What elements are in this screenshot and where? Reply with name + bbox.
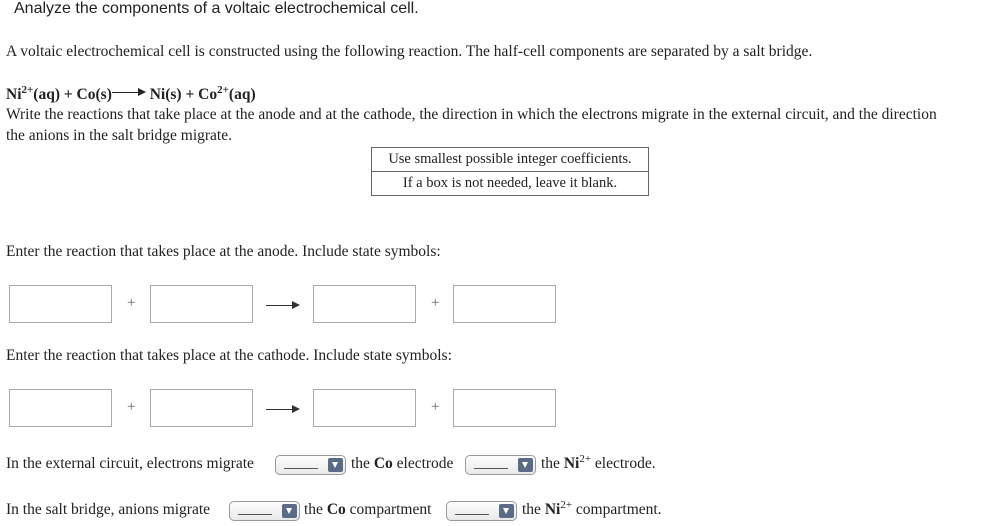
anode-product-2-input[interactable] xyxy=(453,285,556,323)
anode-product-1-input[interactable] xyxy=(313,285,416,323)
select-blank xyxy=(474,468,508,469)
anode-arrow-icon xyxy=(266,301,300,311)
chevron-down-icon[interactable] xyxy=(518,458,533,472)
cathode-product-1-input[interactable] xyxy=(313,389,416,427)
external-circuit-lead: In the external circuit, electrons migrate xyxy=(6,455,254,472)
cathode-reactant-2-input[interactable] xyxy=(150,389,253,427)
chevron-down-icon[interactable] xyxy=(328,458,343,472)
salt-co-label: the Co compartment xyxy=(304,501,432,518)
notes-table xyxy=(371,147,649,196)
reactant-ni-charge: 2+ xyxy=(21,84,34,96)
instructions-line-2: the anions in the salt bridge migrate. xyxy=(6,127,232,144)
product-rest: Ni(s) + Co xyxy=(149,86,218,103)
reactant-ni: Ni xyxy=(6,86,22,103)
anode-reactant-1-input[interactable] xyxy=(9,285,112,323)
cathode-prompt: Enter the reaction that takes place at the cathode. Include state symbols: xyxy=(6,347,452,364)
product-co-charge: 2+ xyxy=(217,84,229,96)
cathode-product-2-input[interactable] xyxy=(453,389,556,427)
anode-plus-2: + xyxy=(431,295,440,311)
reaction-arrow-icon xyxy=(112,88,146,98)
product-state: (aq) xyxy=(228,86,256,103)
salt-ni-label: the $Ni^{2+}$ compartment. xyxy=(522,499,662,518)
cathode-arrow-icon xyxy=(266,405,300,415)
anode-plus-1: + xyxy=(127,295,136,311)
anode-prompt: Enter the reaction that takes place at the anode. Include state symbols: xyxy=(6,243,441,260)
reactant-rest: (aq) + Co(s) xyxy=(33,86,112,103)
cathode-reactant-1-input[interactable] xyxy=(9,389,112,427)
salt-co-direction-select[interactable] xyxy=(229,501,300,521)
chevron-down-icon[interactable] xyxy=(282,504,297,518)
chevron-down-icon[interactable] xyxy=(499,504,514,518)
note-blank-box: If a box is not needed, leave it blank. xyxy=(372,172,649,196)
select-blank xyxy=(284,468,318,469)
select-blank xyxy=(238,514,272,515)
salt-bridge-lead: In the salt bridge, anions migrate xyxy=(6,501,211,518)
instructions-line-1: Write the reactions that take place at the anode and at the cathode, the direction in which the electrons migrate in the external circuit, and the direction xyxy=(6,106,937,123)
page-title: Analyze the components of a voltaic electrochemical cell. xyxy=(14,0,419,17)
external-co-direction-select[interactable] xyxy=(275,455,346,475)
cathode-plus-2: + xyxy=(431,399,440,415)
external-ni-label: the $Ni^{2+}$ electrode. xyxy=(541,453,656,472)
external-co-label: the Co electrode xyxy=(351,455,454,472)
overall-reaction xyxy=(6,86,256,104)
cathode-plus-1: + xyxy=(127,399,136,415)
anode-reactant-2-input[interactable] xyxy=(150,285,253,323)
salt-ni-direction-select[interactable] xyxy=(446,501,517,521)
external-ni-direction-select[interactable] xyxy=(465,455,536,475)
note-coefficients: Use smallest possible integer coefficients. xyxy=(372,148,649,172)
select-blank xyxy=(455,514,489,515)
intro-text: A voltaic electrochemical cell is constructed using the following reaction. The half-cell components are separated by a salt bridge. xyxy=(6,43,813,60)
